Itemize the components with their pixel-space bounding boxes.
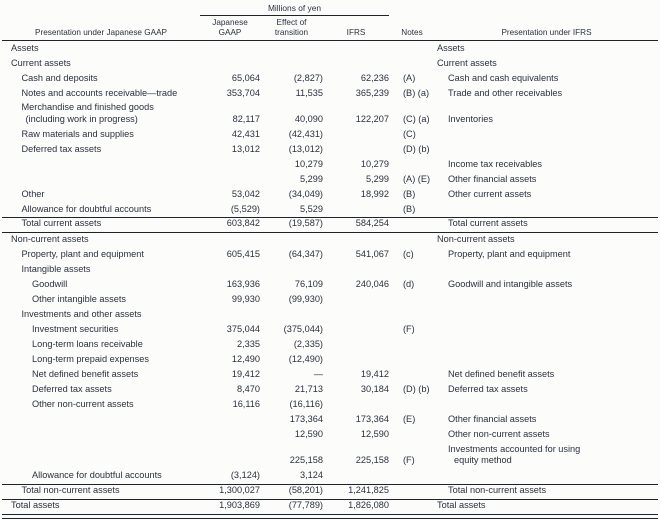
jgaap-value-cell: 19,412 bbox=[231, 369, 260, 380]
table-row bbox=[2, 41, 658, 56]
ifrs-value-cell bbox=[323, 293, 389, 308]
effect-value-cell bbox=[260, 308, 323, 323]
effect-value-cell: (99,930) bbox=[288, 294, 323, 305]
ifrs-label-cell bbox=[435, 127, 658, 142]
ifrs-label-cell: Trade and other receivables bbox=[448, 87, 563, 98]
ifrs-value-cell bbox=[323, 202, 389, 217]
jgaap-value-cell: 603,842 bbox=[226, 218, 260, 229]
jgaap-value-cell bbox=[200, 263, 260, 278]
jgaap-label-cell: Other bbox=[21, 188, 45, 199]
table-row bbox=[2, 142, 658, 157]
col-header-effect-of-transition: Effect of transition bbox=[274, 18, 309, 37]
units-row bbox=[2, 3, 658, 16]
effect-value-cell: (77,789) bbox=[288, 500, 323, 511]
notes-cell: (B) (a) bbox=[403, 87, 430, 98]
ifrs-value-cell bbox=[323, 469, 389, 484]
jgaap-value-cell: (5,529) bbox=[230, 203, 260, 214]
ifrs-value-cell bbox=[323, 142, 389, 157]
jgaap-label-cell: Non-current assets bbox=[11, 234, 89, 245]
ifrs-label-line2: equity method bbox=[454, 455, 512, 466]
ifrs-value-cell: 541,067 bbox=[355, 249, 389, 260]
ifrs-value-cell: 365,239 bbox=[355, 87, 389, 98]
ifrs-value-cell: 10,279 bbox=[360, 158, 389, 169]
jgaap-value-cell: 12,490 bbox=[231, 354, 260, 365]
jgaap-value-cell bbox=[200, 56, 260, 71]
ifrs-label-cell: Property, plant and equipment bbox=[448, 249, 571, 260]
table-row bbox=[2, 278, 658, 293]
ifrs-value-cell: 62,236 bbox=[360, 72, 389, 83]
notes-cell bbox=[389, 398, 435, 413]
ifrs-value-cell bbox=[323, 263, 389, 278]
col-header-notes: Notes bbox=[401, 27, 423, 37]
table-row bbox=[2, 484, 658, 499]
col-header-ifrs-presentation: Presentation under IFRS bbox=[501, 27, 592, 37]
jgaap-value-cell bbox=[200, 41, 260, 56]
effect-value-cell: (64,347) bbox=[288, 249, 323, 260]
notes-cell bbox=[389, 485, 435, 499]
ifrs-label-cell: Other current assets bbox=[448, 188, 532, 199]
jgaap-value-cell: 8,470 bbox=[237, 384, 260, 395]
ifrs-value-cell: 1,826,080 bbox=[348, 500, 389, 511]
ifrs-value-cell: 30,184 bbox=[360, 384, 389, 395]
table-row bbox=[2, 499, 658, 514]
jgaap-label-cell: Merchandise and finished goods (including work in progress) bbox=[2, 101, 200, 127]
ifrs-label-cell: Goodwill and intangible assets bbox=[448, 279, 573, 290]
jgaap-label-cell: Goodwill bbox=[32, 279, 68, 290]
notes-cell: (D) (b) bbox=[403, 143, 430, 154]
table-row bbox=[2, 172, 658, 187]
effect-value-cell bbox=[260, 56, 323, 71]
table-row bbox=[2, 323, 658, 338]
table-row bbox=[2, 338, 658, 353]
ifrs-value-cell: 18,992 bbox=[360, 188, 389, 199]
notes-cell bbox=[389, 157, 435, 172]
table-body bbox=[2, 41, 658, 514]
notes-cell bbox=[389, 428, 435, 443]
jgaap-label-cell bbox=[2, 157, 200, 172]
ifrs-label-cell bbox=[435, 293, 658, 308]
table-row bbox=[2, 248, 658, 263]
table-row bbox=[2, 469, 658, 484]
jgaap-label-cell bbox=[2, 172, 200, 187]
notes-cell: (C) bbox=[403, 128, 416, 139]
ifrs-value-cell: 173,364 bbox=[355, 414, 389, 425]
ifrs-label-cell: Income tax receivables bbox=[448, 158, 542, 169]
table-row bbox=[2, 101, 658, 127]
table-row bbox=[2, 202, 658, 217]
ifrs-label-cell: Inventories bbox=[448, 113, 493, 124]
effect-value-cell: (58,201) bbox=[288, 485, 323, 496]
effect-value-cell: 76,109 bbox=[294, 279, 323, 290]
ifrs-label-cell: Cash and cash equivalents bbox=[448, 72, 559, 83]
table-row bbox=[2, 127, 658, 142]
notes-cell: (c) bbox=[403, 249, 414, 260]
notes-cell bbox=[389, 368, 435, 383]
jgaap-value-cell: 605,415 bbox=[226, 249, 260, 260]
table-row bbox=[2, 413, 658, 428]
notes-cell bbox=[389, 338, 435, 353]
ifrs-value-cell bbox=[323, 353, 389, 368]
table-row bbox=[2, 86, 658, 101]
notes-cell: (C) (a) bbox=[403, 113, 430, 124]
notes-cell bbox=[389, 263, 435, 278]
jgaap-label-cell: Assets bbox=[11, 42, 39, 53]
jgaap-value-cell: 1,300,027 bbox=[219, 485, 260, 496]
jgaap-value-cell: 375,044 bbox=[226, 324, 260, 335]
effect-value-cell: (42,431) bbox=[288, 128, 323, 139]
effect-value-cell: (16,116) bbox=[289, 399, 323, 410]
ifrs-label-cell bbox=[435, 323, 658, 338]
jgaap-label-cell: Other intangible assets bbox=[32, 294, 126, 305]
ifrs-label-cell bbox=[435, 338, 658, 353]
jgaap-value-cell: 82,117 bbox=[232, 113, 260, 124]
ifrs-label-cell: Deferred tax assets bbox=[448, 384, 528, 395]
effect-value-cell: 5,299 bbox=[300, 173, 323, 184]
ifrs-label-cell: Total non-current assets bbox=[448, 485, 547, 496]
jgaap-value-cell: 53,042 bbox=[231, 188, 260, 199]
ifrs-label-cell bbox=[435, 142, 658, 157]
table-row bbox=[2, 443, 658, 469]
ifrs-label-cell bbox=[435, 308, 658, 323]
table-row bbox=[2, 187, 658, 202]
jgaap-value-cell bbox=[200, 428, 260, 443]
jgaap-value-cell: (3,124) bbox=[230, 470, 260, 481]
jgaap-label-cell: Notes and accounts receivable—trade bbox=[21, 87, 178, 98]
notes-cell: (d) bbox=[403, 279, 415, 290]
jgaap-value-cell bbox=[200, 233, 260, 248]
effect-value-cell: 5,529 bbox=[300, 203, 323, 214]
ifrs-label-cell bbox=[435, 469, 658, 484]
notes-cell bbox=[389, 233, 435, 248]
jgaap-label-cell: Other non-current assets bbox=[32, 399, 134, 410]
ifrs-label-cell: Investments accounted for using equity method bbox=[435, 443, 658, 469]
effect-value-cell bbox=[260, 263, 323, 278]
column-header-row bbox=[2, 16, 658, 41]
effect-value-cell: 12,590 bbox=[294, 429, 323, 440]
effect-value-cell: 3,124 bbox=[300, 470, 323, 481]
table-row bbox=[2, 398, 658, 413]
ifrs-value-cell bbox=[323, 308, 389, 323]
notes-cell bbox=[389, 353, 435, 368]
effect-value-cell: (34,049) bbox=[288, 188, 323, 199]
jgaap-value-cell bbox=[200, 413, 260, 428]
effect-value-cell: 225,158 bbox=[289, 455, 323, 466]
ifrs-value-cell: 5,299 bbox=[366, 173, 389, 184]
notes-cell bbox=[389, 469, 435, 484]
ifrs-label-cell: Total current assets bbox=[448, 218, 528, 229]
jgaap-value-cell bbox=[200, 172, 260, 187]
effect-value-cell: (12,490) bbox=[288, 354, 323, 365]
ifrs-label-cell: Non-current assets bbox=[437, 234, 515, 245]
ifrs-value-cell: 225,158 bbox=[355, 455, 389, 466]
ifrs-label-cell: Other non-current assets bbox=[448, 429, 550, 440]
effect-value-cell: 40,090 bbox=[294, 113, 323, 124]
ifrs-label-cell bbox=[435, 263, 658, 278]
col-header-jgaap-presentation: Presentation under Japanese GAAP bbox=[35, 27, 167, 37]
jgaap-label-line2: (including work in progress) bbox=[25, 113, 138, 124]
ifrs-label-cell bbox=[435, 202, 658, 217]
ifrs-label-cell: Other financial assets bbox=[448, 414, 537, 425]
jgaap-label-cell: Investments and other assets bbox=[21, 309, 142, 320]
notes-cell: (A) bbox=[403, 72, 416, 83]
jgaap-label-cell: Property, plant and equipment bbox=[21, 249, 144, 260]
jgaap-value-cell: 99,930 bbox=[231, 294, 260, 305]
ifrs-value-cell bbox=[323, 338, 389, 353]
notes-cell: (B) bbox=[403, 188, 416, 199]
jgaap-label-cell: Cash and deposits bbox=[21, 72, 98, 83]
ifrs-label-cell bbox=[435, 398, 658, 413]
ifrs-value-cell: 240,046 bbox=[355, 279, 389, 290]
ifrs-label-cell: Total assets bbox=[437, 500, 486, 511]
notes-cell: (E) bbox=[403, 414, 416, 425]
table-row bbox=[2, 308, 658, 323]
table-row bbox=[2, 71, 658, 86]
notes-cell bbox=[389, 56, 435, 71]
effect-value-cell: 11,535 bbox=[295, 87, 323, 98]
jgaap-label-cell: Long-term loans receivable bbox=[32, 339, 143, 350]
table-header bbox=[2, 3, 658, 41]
notes-cell: (B) bbox=[403, 203, 416, 214]
ifrs-label-cell: Other financial assets bbox=[448, 173, 537, 184]
ifrs-value-cell bbox=[323, 398, 389, 413]
table-row bbox=[2, 368, 658, 383]
jgaap-value-cell: 353,704 bbox=[226, 87, 260, 98]
jgaap-value-cell bbox=[200, 308, 260, 323]
table-row bbox=[2, 217, 658, 233]
effect-value-cell: (2,335) bbox=[293, 339, 323, 350]
table-row bbox=[2, 263, 658, 278]
jgaap-label-cell bbox=[2, 428, 200, 443]
effect-value-cell bbox=[260, 233, 323, 248]
ifrs-value-cell: 12,590 bbox=[360, 429, 389, 440]
jgaap-value-cell bbox=[200, 157, 260, 172]
effect-value-cell: 173,364 bbox=[289, 414, 323, 425]
jgaap-label-cell: Allowance for doubtful accounts bbox=[32, 470, 162, 481]
notes-cell bbox=[389, 293, 435, 308]
jgaap-label-cell: Deferred tax assets bbox=[21, 143, 102, 154]
notes-cell: (F) bbox=[403, 324, 415, 335]
ifrs-label-cell bbox=[435, 353, 658, 368]
jgaap-value-cell: 42,431 bbox=[231, 128, 260, 139]
bottom-double-rule bbox=[2, 514, 658, 519]
ifrs-label-cell: Net defined benefit assets bbox=[448, 369, 555, 380]
effect-value-cell: — bbox=[313, 369, 323, 380]
jgaap-label-cell bbox=[2, 413, 200, 428]
jgaap-value-cell bbox=[200, 443, 260, 469]
ifrs-label-cell: Current assets bbox=[437, 57, 497, 68]
notes-cell bbox=[389, 218, 435, 232]
ifrs-label-cell: Assets bbox=[437, 42, 465, 53]
effect-value-cell: 21,713 bbox=[294, 384, 323, 395]
ifrs-value-cell: 122,207 bbox=[355, 113, 389, 124]
jgaap-value-cell: 13,012 bbox=[231, 143, 260, 154]
ifrs-value-cell: 584,254 bbox=[355, 218, 389, 229]
col-header-ifrs: IFRS bbox=[346, 27, 366, 37]
ifrs-value-cell: 19,412 bbox=[360, 369, 389, 380]
table-row bbox=[2, 157, 658, 172]
jgaap-label-cell: Deferred tax assets bbox=[32, 384, 112, 395]
notes-cell bbox=[389, 500, 435, 514]
jgaap-label-cell: Total assets bbox=[11, 500, 60, 511]
col-header-japanese-gaap: Japanese GAAP bbox=[212, 18, 248, 37]
table-row bbox=[2, 233, 658, 248]
notes-cell: (D) (b) bbox=[403, 384, 430, 395]
table-row bbox=[2, 353, 658, 368]
jgaap-label-cell: Raw materials and supplies bbox=[21, 128, 134, 139]
ifrs-value-cell: 1,241,825 bbox=[348, 485, 389, 496]
notes-cell: (F) bbox=[403, 455, 415, 466]
notes-cell bbox=[389, 41, 435, 56]
ifrs-value-cell bbox=[323, 233, 389, 248]
table-row bbox=[2, 293, 658, 308]
jgaap-label-cell: Intangible assets bbox=[21, 264, 91, 275]
jgaap-label-cell: Investment securities bbox=[32, 324, 119, 335]
jgaap-label-cell: Total current assets bbox=[21, 218, 102, 229]
table-row bbox=[2, 56, 658, 71]
ifrs-value-cell bbox=[323, 56, 389, 71]
table-row bbox=[2, 428, 658, 443]
jgaap-label-cell: Net defined benefit assets bbox=[32, 369, 139, 380]
notes-cell: (A) (E) bbox=[403, 173, 431, 184]
effect-value-cell: (2,827) bbox=[293, 72, 323, 83]
jgaap-value-cell: 1,903,869 bbox=[219, 500, 260, 511]
effect-value-cell: 10,279 bbox=[294, 158, 323, 169]
jgaap-value-cell: 163,936 bbox=[226, 279, 260, 290]
units-label: Millions of yen bbox=[200, 3, 389, 16]
jgaap-label-cell: Allowance for doubtful accounts bbox=[21, 203, 152, 214]
effect-value-cell bbox=[260, 41, 323, 56]
jgaap-value-cell: 16,116 bbox=[232, 399, 260, 410]
effect-value-cell: (19,587) bbox=[288, 218, 323, 229]
jgaap-label-cell: Long-term prepaid expenses bbox=[32, 354, 149, 365]
table-row bbox=[2, 383, 658, 398]
jgaap-label-cell bbox=[2, 443, 200, 469]
notes-cell bbox=[389, 308, 435, 323]
jgaap-label-cell: Total non-current assets bbox=[21, 485, 120, 496]
effect-value-cell: (13,012) bbox=[288, 143, 323, 154]
jgaap-value-cell: 2,335 bbox=[237, 339, 260, 350]
ifrs-value-cell bbox=[323, 41, 389, 56]
jgaap-label-cell: Current assets bbox=[11, 57, 71, 68]
ifrs-value-cell bbox=[323, 127, 389, 142]
effect-value-cell: (375,044) bbox=[283, 324, 323, 335]
jgaap-value-cell: 65,064 bbox=[231, 72, 260, 83]
ifrs-value-cell bbox=[323, 323, 389, 338]
